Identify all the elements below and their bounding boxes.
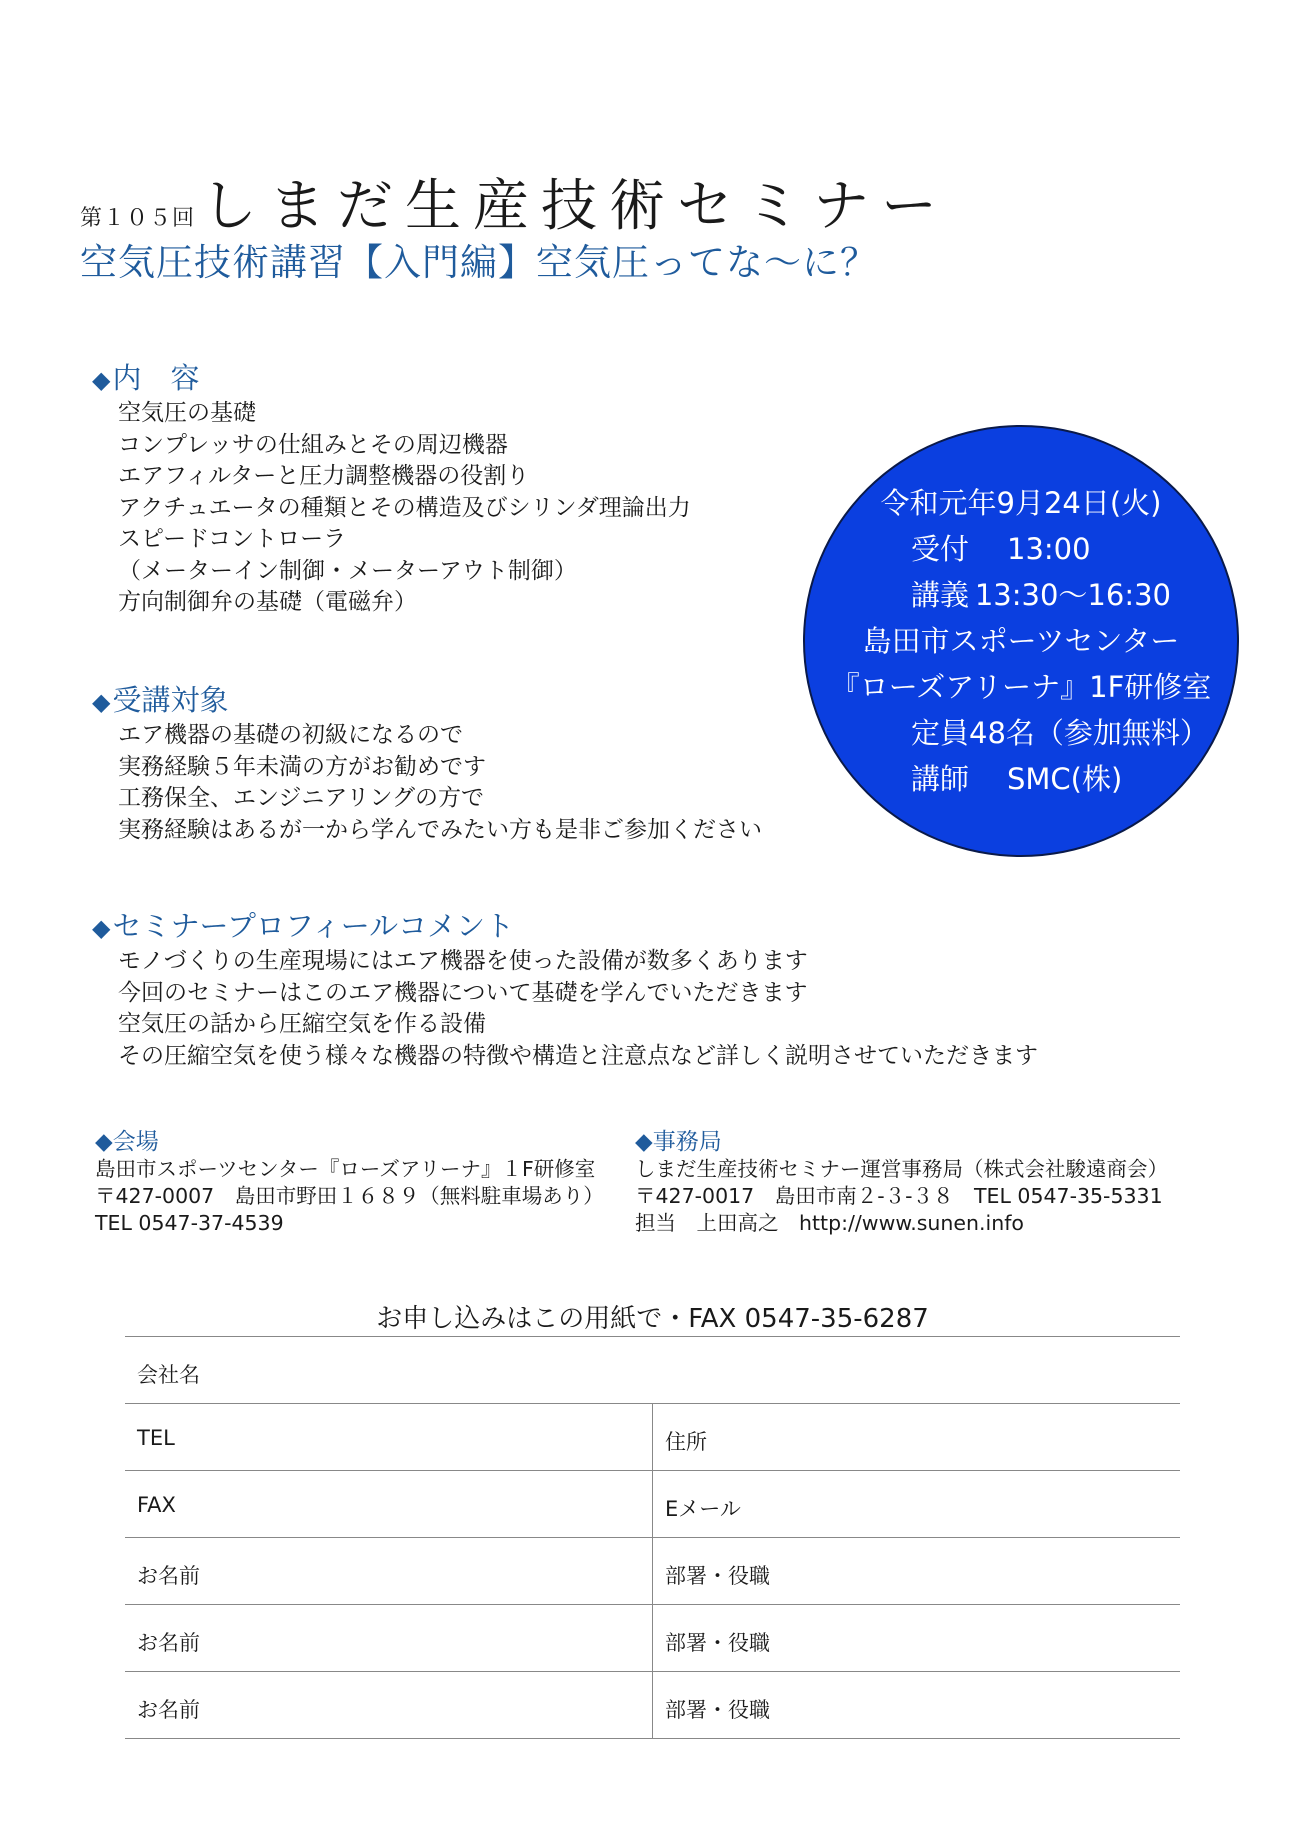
venue-heading: ◆会場 bbox=[95, 1129, 159, 1155]
seminar-header bbox=[80, 162, 949, 242]
diamond-icon: ◆ bbox=[92, 366, 111, 394]
seminar-subtitle: 空気圧技術講習【入門編】空気圧ってな〜に？ bbox=[80, 241, 878, 284]
list-item: 空気圧の基礎 bbox=[118, 400, 256, 426]
company-field[interactable]: 会社名 bbox=[137, 1363, 200, 1387]
target-section bbox=[92, 682, 762, 846]
event-date: 令和元年9月24日(火) bbox=[880, 486, 1162, 520]
list-item: アクチュエータの種類とその構造及びシリンダ理論出力 bbox=[118, 494, 691, 521]
office-contact: 担当 上田高之 http://www.sunen.info bbox=[635, 1211, 1024, 1235]
list-item: エア機器の基礎の初級になるので bbox=[118, 722, 463, 748]
profile-list bbox=[118, 946, 1038, 1072]
department-field[interactable]: 部署・役職 bbox=[652, 1672, 1180, 1738]
name-field[interactable]: お名前 bbox=[137, 1631, 200, 1655]
list-item: モノづくりの生産現場にはエア機器を使った設備が数多くあります bbox=[118, 948, 808, 974]
content-section bbox=[92, 360, 691, 619]
list-item: 実務経験はあるが一から学んでみたい方も是非ご参加ください bbox=[118, 816, 762, 843]
list-item: コンプレッサの仕組みとその周辺機器 bbox=[118, 431, 508, 458]
list-item: 方向制御弁の基礎（電磁弁） bbox=[118, 589, 417, 615]
lecturer-row: 講師 SMC(株) bbox=[911, 762, 1123, 796]
list-item: スピードコントローラ bbox=[118, 526, 347, 552]
venue-tel: TEL 0547-37-4539 bbox=[95, 1211, 284, 1235]
list-item: 実務経験５年未満の方がお勧めです bbox=[118, 753, 486, 780]
venue-postal: 〒427-0007 島田市野田１６８９（無料駐車場あり） bbox=[95, 1184, 604, 1208]
list-item: 空気圧の話から圧縮空気を作る設備 bbox=[118, 1011, 486, 1037]
office-heading: ◆事務局 bbox=[635, 1129, 722, 1155]
list-item: 工務保全、エンジニアリングの方で bbox=[118, 785, 485, 811]
fax-field[interactable]: FAX bbox=[137, 1493, 176, 1517]
venue-room: 『ローズアリーナ』1F研修室 bbox=[830, 670, 1212, 704]
profile-section bbox=[92, 908, 1038, 1072]
tel-field[interactable]: TEL bbox=[137, 1426, 175, 1450]
venue-block bbox=[95, 1128, 604, 1237]
form-row bbox=[125, 1337, 1180, 1404]
form-row bbox=[125, 1605, 1180, 1672]
diamond-icon: ◆ bbox=[92, 688, 111, 716]
venue-address: 島田市スポーツセンター『ローズアリーナ』１F研修室 bbox=[95, 1157, 596, 1181]
content-heading: ◆内 容 bbox=[92, 361, 200, 395]
form-row bbox=[125, 1672, 1180, 1739]
list-item: 今回のセミナーはこのエア機器について基礎を学んでいただきます bbox=[118, 979, 808, 1006]
office-block bbox=[635, 1128, 1168, 1237]
name-field[interactable]: お名前 bbox=[137, 1564, 200, 1588]
lecture-row: 講義 13:30〜16:30 bbox=[911, 578, 1171, 612]
target-list bbox=[118, 720, 762, 846]
diamond-icon: ◆ bbox=[92, 914, 111, 942]
department-field[interactable]: 部署・役職 bbox=[652, 1538, 1180, 1604]
profile-heading: ◆セミナープロフィールコメント bbox=[92, 909, 515, 943]
email-field[interactable]: Eメール bbox=[652, 1471, 1180, 1537]
list-item: エアフィルターと圧力調整機器の役割り bbox=[118, 463, 530, 489]
edition-number: 第１０５回 bbox=[80, 206, 196, 231]
diamond-icon: ◆ bbox=[95, 1129, 113, 1155]
office-address: 〒427-0017 島田市南２-３-３８ TEL 0547-35-5331 bbox=[635, 1184, 1163, 1208]
seminar-title: しまだ生産技術セミナー bbox=[201, 174, 950, 239]
list-item: その圧縮空気を使う様々な機器の特徴や構造と注意点など詳しく説明させていただきます bbox=[118, 1042, 1038, 1069]
form-row bbox=[125, 1471, 1180, 1538]
target-heading: ◆受講対象 bbox=[92, 683, 229, 717]
application-form bbox=[125, 1336, 1180, 1739]
name-field[interactable]: お名前 bbox=[137, 1698, 200, 1722]
form-row bbox=[125, 1404, 1180, 1471]
content-list bbox=[118, 398, 691, 619]
office-name: しまだ生産技術セミナー運営事務局（株式会社駿遠商会） bbox=[635, 1157, 1168, 1181]
diamond-icon: ◆ bbox=[635, 1129, 653, 1155]
form-title: お申し込みはこの用紙で・FAX 0547-35-6287 bbox=[376, 1304, 929, 1334]
venue-line: 島田市スポーツセンター bbox=[862, 624, 1180, 658]
address-field[interactable]: 住所 bbox=[652, 1404, 1180, 1470]
department-field[interactable]: 部署・役職 bbox=[652, 1605, 1180, 1671]
event-info-circle bbox=[803, 425, 1239, 857]
list-item: （メーターイン制御・メーターアウト制御） bbox=[118, 557, 577, 584]
reception-row: 受付 13:00 bbox=[911, 532, 1091, 566]
form-row bbox=[125, 1538, 1180, 1605]
capacity-row: 定員 48名（参加無料） bbox=[911, 716, 1209, 750]
